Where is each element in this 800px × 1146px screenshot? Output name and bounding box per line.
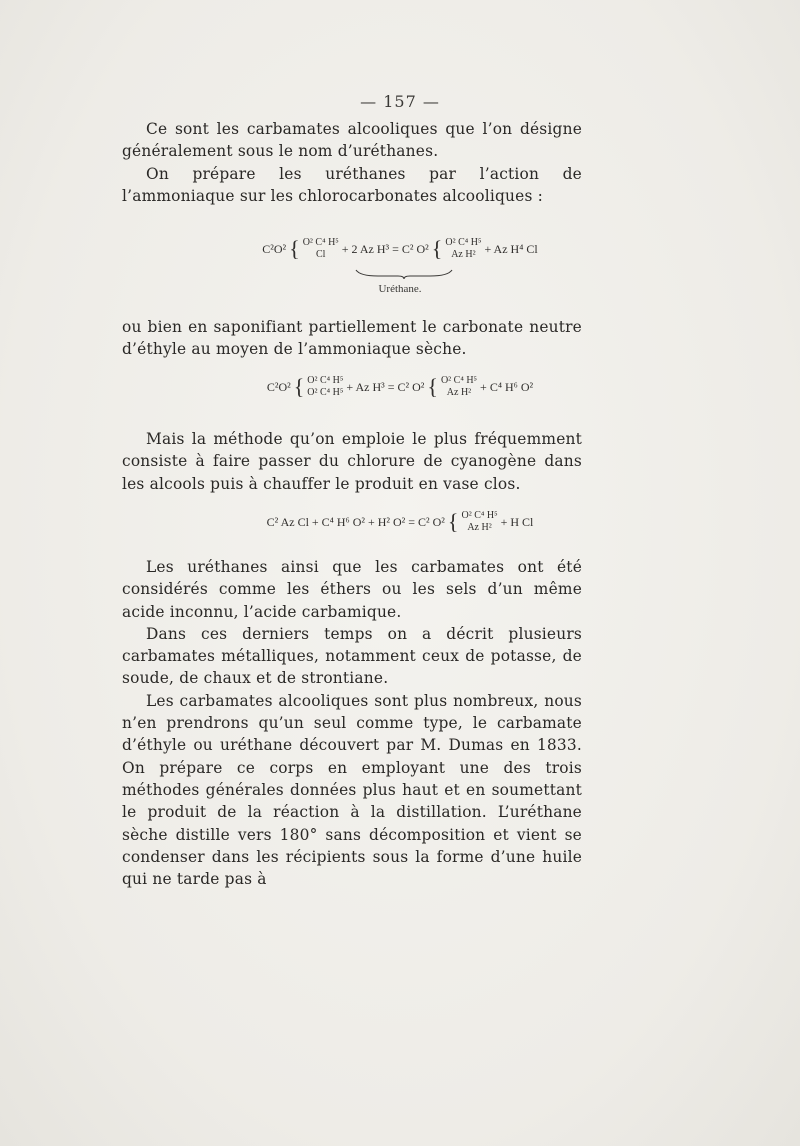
formula-carbonate [0,374,800,400]
formula-term: Az H² [451,249,476,260]
paragraph: On prépare les uréthanes par l’action de l’ammoniaque sur les chlorocarbonates alcooliques : [122,164,582,205]
paragraph: Ce sont les carbamates alcooliques que l’on désigne généralement sous le nom d’uréthanes. [122,120,582,161]
formula-brace-group [441,375,477,399]
paragraph: Dans ces derniers temps on a décrit plusieurs carbamates métalliques, notamment ceux de potasse, de soude, de chaux et de strontiane. [122,624,582,688]
formula-caption: Uréthane. [378,283,422,295]
formula-term: C²O² [266,379,291,394]
page-number: — 157 — [360,92,440,111]
formula-term: O² C⁴ H⁵ [445,237,482,248]
formula-brace-group [307,375,343,399]
formula-term: O² C⁴ H⁵ [302,237,339,248]
formula-brace-group [461,510,497,534]
paragraph: Les uréthanes ainsi que les carbamates ont été considérés comme les éthers ou les sels d’un même acide inconnu, l’acide carbamique. [122,558,582,621]
formula-term: + H Cl [500,514,534,529]
formula-chlorocarbonate [0,236,800,262]
brace-icon: { [289,236,300,261]
formula-brace-group [445,237,481,261]
formula-term: + 2 Az H³ = C² O² [341,241,429,256]
formula-cyanogen [0,509,800,535]
formula-term: O² C⁴ H⁵ [307,375,344,386]
formula-brace-group [303,237,339,261]
brace-icon: { [447,509,459,534]
formula-term: + Az H⁴ Cl [484,241,538,256]
text-block-4 [122,556,582,890]
formula-term: O² C⁴ H⁵ [461,510,498,521]
brace-icon: { [431,236,443,261]
formula-term: O² C⁴ H⁵ [307,387,344,398]
paragraph: Les carbamates alcooliques sont plus nombreux, nous n’en prendrons qu’un seul comme type, le carbamate d’éthyle ou uréthane découvert par M. Dumas en 1833. On prépare ce corps en employant une des trois méthodes générales données plus haut et en soumettant le produit de la réaction à la distillation. L’uréthane sèche distille vers 180° sans décomposition et vient se condenser dans les récipients sous la forme d’une huile qui ne tarde pas à [122,691,582,889]
text-block-2 [122,316,582,361]
text-block-3 [122,428,582,495]
formula-term: Cl [316,249,326,260]
formula-term: O² C⁴ H⁵ [440,375,478,386]
formula-term: C² Az Cl + C⁴ H⁶ O² + H² O² = C² O² [266,514,445,529]
paragraph: ou bien en saponifiant partiellement le carbonate neutre d’éthyle au moyen de l’ammoniaque sèche. [122,318,582,359]
underbrace-icon [354,268,454,280]
formula-term: C²O² [262,241,287,256]
formula-term: + C⁴ H⁶ O² [480,379,534,394]
brace-icon: { [427,374,438,399]
formula-term: Az H² [446,387,472,398]
formula-term: + Az H³ = C² O² [346,379,425,394]
brace-icon: { [293,374,305,399]
paragraph: Mais la méthode qu’on emploie le plus fréquemment consiste à faire passer du chlorure de cyanogène dans les alcools puis à chauffer le produit en vase clos. [122,430,582,493]
text-block-1 [122,118,582,207]
formula-term: Az H² [467,522,492,533]
